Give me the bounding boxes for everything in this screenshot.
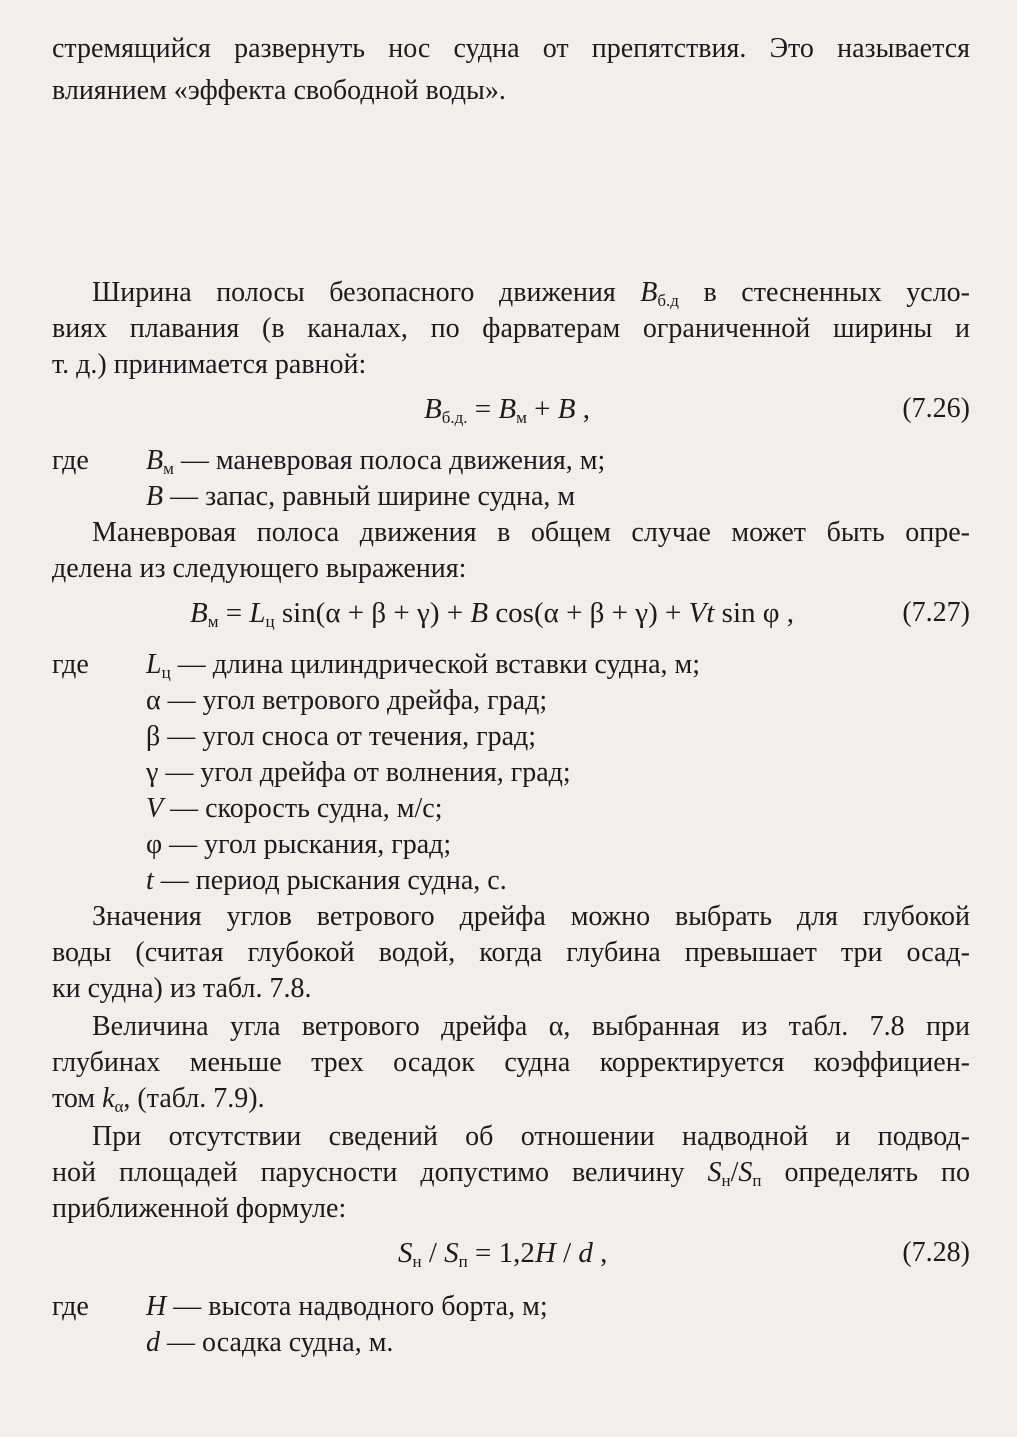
- subscript: м: [163, 459, 174, 478]
- subscript: б.д.: [441, 408, 468, 427]
- equation-7-27: [190, 596, 794, 630]
- para5-text: ной площадей парусности допустимо величину: [52, 1157, 708, 1188]
- symbol: k: [102, 1083, 115, 1114]
- symbol: B: [146, 445, 164, 476]
- symbol: B: [640, 277, 658, 308]
- para5-line-3: приближенной формуле:: [52, 1193, 347, 1224]
- symbol: H: [534, 1237, 556, 1269]
- intro-line-2: влиянием «эффекта свободной воды».: [52, 75, 506, 106]
- definition-text: — угол сноса от течения, град;: [160, 721, 537, 752]
- subscript: α: [114, 1097, 124, 1116]
- definition-text: — угол ветрового дрейфа, град;: [160, 685, 548, 716]
- definition-v: [146, 792, 443, 826]
- symbol: B: [470, 597, 489, 629]
- definition-phi: [146, 828, 451, 862]
- symbol: γ: [146, 757, 159, 788]
- operator: ,: [592, 1237, 608, 1269]
- symbol: φ: [146, 829, 163, 860]
- definition-text: — угол рыскания, град;: [162, 829, 452, 860]
- para2-line-2: делена из следующего выражения:: [52, 553, 467, 584]
- definition-d: [146, 1326, 393, 1360]
- definition-gamma: [146, 756, 571, 790]
- symbol: Vt: [688, 597, 715, 629]
- operator: /: [421, 1237, 445, 1269]
- formula-part: sin(α + β + γ) +: [274, 597, 471, 629]
- formula-part: cos(α + β + γ) +: [488, 597, 689, 629]
- definition-text: — запас, равный ширине судна, м: [163, 481, 576, 512]
- definition-bm: [146, 444, 605, 478]
- symbol: B: [190, 597, 208, 629]
- where-label: где: [52, 1291, 89, 1322]
- definition-text: — длина цилиндрической вставки судна, м;: [170, 649, 700, 680]
- para1-line-3: т. д.) принимается равной:: [52, 349, 367, 380]
- where-label: где: [52, 445, 89, 476]
- definition-t: [146, 864, 507, 898]
- symbol: t: [146, 865, 154, 896]
- symbol: B: [498, 393, 517, 425]
- definition-lc: [146, 648, 700, 682]
- operator: ,: [575, 393, 590, 425]
- symbol: d: [578, 1237, 593, 1269]
- operator: /: [730, 1157, 739, 1188]
- symbol: S: [444, 1237, 459, 1269]
- subscript: ц: [161, 663, 171, 682]
- para4-text: , (табл. 7.9).: [123, 1083, 265, 1114]
- symbol: S: [398, 1237, 413, 1269]
- symbol: L: [146, 649, 162, 680]
- para3-line-1: Значения углов ветрового дрейфа можно выбрать для глубокой: [92, 901, 970, 932]
- definition-beta: [146, 720, 536, 754]
- symbol: H: [146, 1291, 167, 1322]
- equation-number-7-28: (7.28): [902, 1237, 970, 1268]
- subscript: м: [207, 612, 219, 631]
- formula-part: sin φ ,: [714, 597, 794, 629]
- subscript: б.д: [657, 291, 679, 310]
- para1-text: Ширина полосы безопасного движения: [92, 277, 641, 308]
- definition-text: — угол дрейфа от волнения, град;: [158, 757, 571, 788]
- para1-line-1: [92, 276, 970, 310]
- para3-line-3: ки судна) из табл. 7.8.: [52, 973, 312, 1004]
- operator: +: [526, 393, 558, 425]
- para4-line-1: Величина угла ветрового дрейфа α, выбранная из табл. 7.8 при: [92, 1011, 970, 1042]
- equation-7-28: [398, 1236, 607, 1270]
- para5-line-2: [52, 1156, 970, 1190]
- equation-number-7-26: (7.26): [902, 393, 970, 424]
- para1-text: в стесненных усло-: [678, 277, 971, 308]
- definition-text: — скорость судна, м/с;: [163, 793, 443, 824]
- para5-line-1: При отсутствии сведений об отношении надводной и подвод-: [92, 1121, 970, 1152]
- operator: =: [218, 597, 250, 629]
- subscript: м: [516, 408, 527, 427]
- para3-line-2: воды (считая глубокой водой, когда глубина превышает три осад-: [52, 937, 970, 968]
- subscript: н: [721, 1171, 731, 1190]
- operator: /: [555, 1237, 579, 1269]
- para4-line-2: глубинах меньше трех осадок судна корректируется коэффициен-: [52, 1047, 970, 1078]
- symbol: L: [249, 597, 266, 629]
- para1-line-2: виях плавания (в каналах, по фарватерам ограниченной ширины и: [52, 313, 970, 344]
- subscript: ц: [265, 612, 275, 631]
- equation-number-7-27: (7.27): [902, 597, 970, 628]
- para4-line-3: [52, 1082, 970, 1116]
- intro-line-1: стремящийся развернуть нос судна от препятствия. Это называется: [52, 33, 970, 64]
- equation-7-26: [424, 392, 590, 426]
- para4-text: том: [52, 1083, 103, 1114]
- definition-alpha: [146, 684, 547, 718]
- symbol: α: [146, 685, 161, 716]
- operator: =: [467, 393, 499, 425]
- definition-text: — осадка судна, м.: [160, 1327, 394, 1358]
- formula-part: = 1,2: [467, 1237, 535, 1269]
- symbol: B: [424, 393, 442, 425]
- subscript: н: [412, 1252, 422, 1271]
- para5-text: определять по: [761, 1157, 971, 1188]
- symbol: d: [146, 1327, 160, 1358]
- definition-text: — высота надводного борта, м;: [166, 1291, 548, 1322]
- subscript: п: [752, 1171, 762, 1190]
- symbol: V: [146, 793, 164, 824]
- symbol: S: [707, 1157, 722, 1188]
- where-label: где: [52, 649, 89, 680]
- symbol: B: [557, 393, 576, 425]
- symbol: B: [146, 481, 164, 512]
- symbol: S: [738, 1157, 753, 1188]
- definition-h: [146, 1290, 548, 1324]
- definition-b: [146, 480, 575, 514]
- definition-text: — маневровая полоса движения, м;: [173, 445, 606, 476]
- symbol: β: [146, 721, 161, 752]
- para2-line-1: Маневровая полоса движения в общем случае может быть опре-: [92, 517, 970, 548]
- definition-text: — период рыскания судна, с.: [153, 865, 507, 896]
- subscript: п: [458, 1252, 468, 1271]
